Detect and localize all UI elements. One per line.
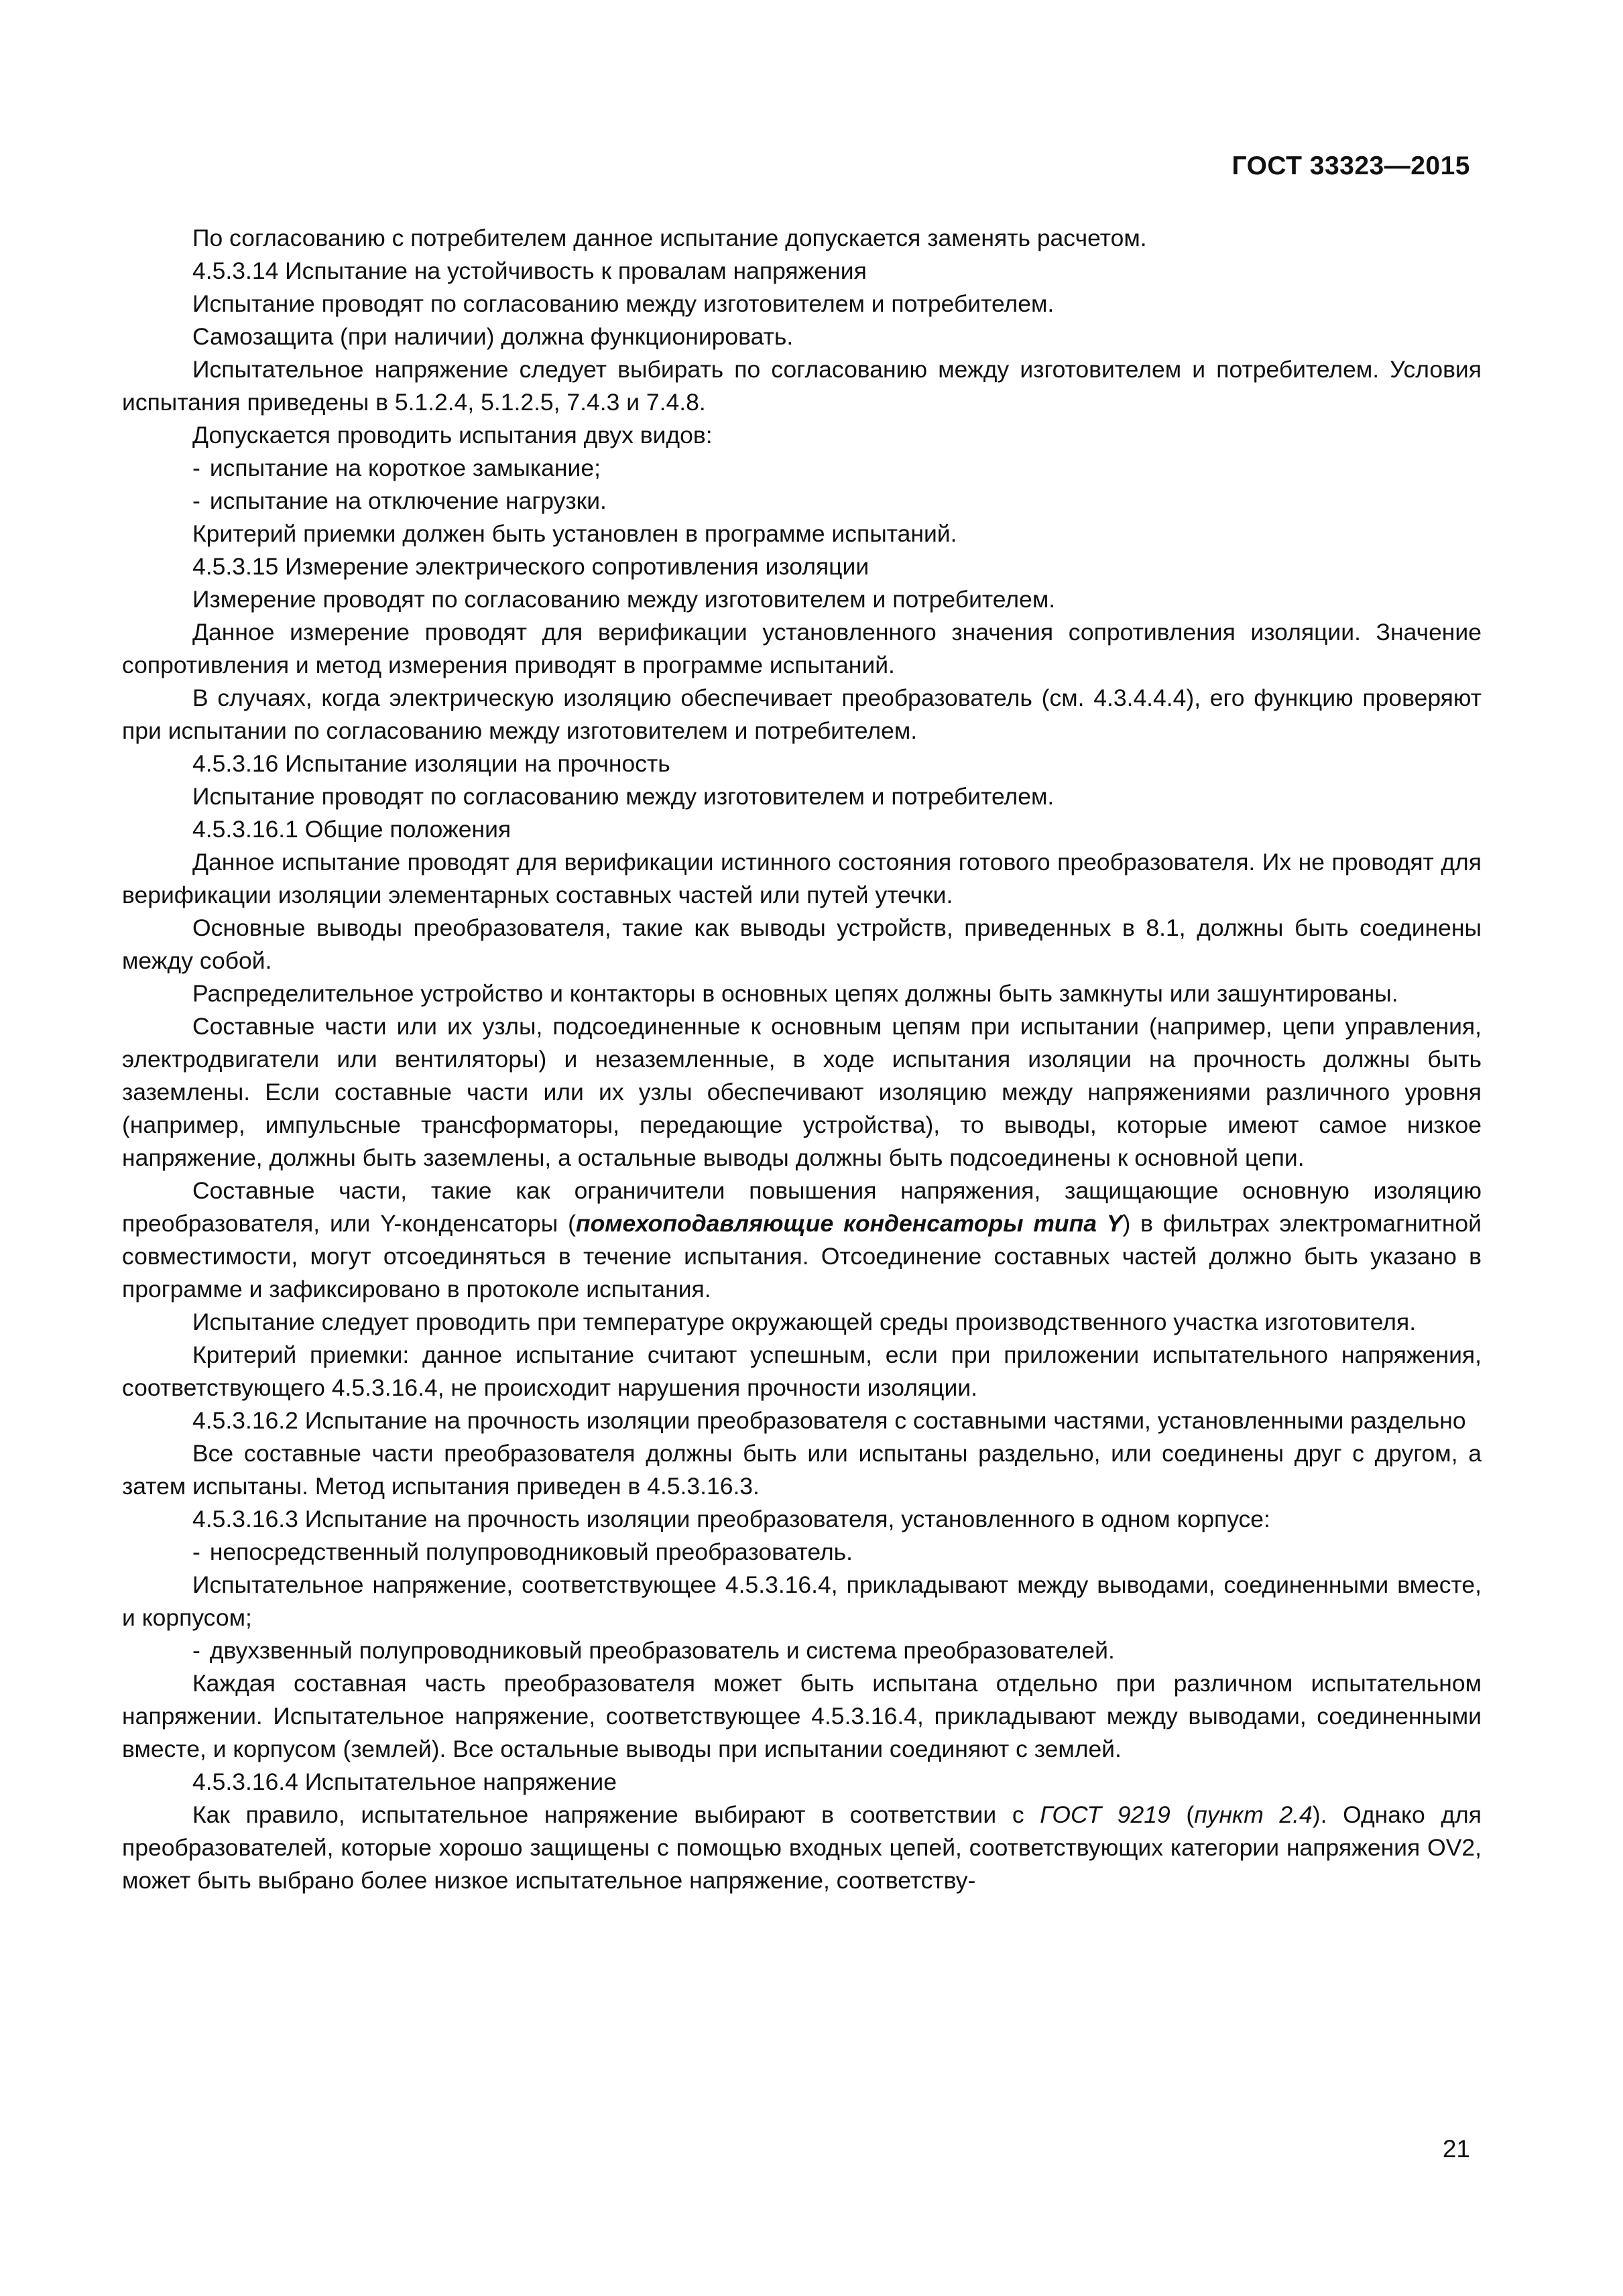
paragraph: Критерий приемки: данное испытание считают успешным, если при приложении испытательного напряжения, соответствующего 4.5.3.16.4, не происходит нарушения прочности изоляции. <box>122 1341 1482 1401</box>
list-item-text: испытание на короткое замыкание; <box>209 455 601 481</box>
paragraph: Испытание проводят по согласованию между изготовителем и потребителем. <box>192 783 1055 810</box>
paragraph <box>122 1799 1482 1897</box>
paragraph: Испытание следует проводить при температуре окружающей среды производственного участка изготовителя. <box>192 1309 1417 1335</box>
list-item-text: непосредственный полупроводниковый преобразователь. <box>209 1538 853 1565</box>
section-heading-4-5-3-16-3: 4.5.3.16.3 Испытание на прочность изоляции преобразователя, установленного в одном корпусе: <box>192 1506 1270 1532</box>
document-body <box>122 222 1482 1897</box>
list-item-text: испытание на отключение нагрузки. <box>209 487 607 514</box>
text-run: ) в фильтрах электромагнитной совместимости, могут отсоединяться в течение испытания. Отсоединение составных частей должно быть указано в программе и зафиксировано в протоколе испытания. <box>122 1210 1482 1303</box>
list-dash: - <box>192 455 200 481</box>
paragraph: Основные выводы преобразователя, такие как выводы устройств, приведенных в 8.1, должны быть соединены между собой. <box>122 914 1482 974</box>
document-code-header: ГОСТ 33323—2015 <box>1231 152 1470 180</box>
standard-reference: ГОСТ 9219 <box>1040 1801 1170 1828</box>
paragraph: Данное испытание проводят для верификации истинного состояния готового преобразователя. Их не проводят для верификации изоляции элементарных составных частей или путей утечки. <box>122 849 1482 908</box>
text-run: ( <box>1170 1801 1195 1828</box>
paragraph: Испытательное напряжение следует выбирать по согласованию между изготовителем и потребителем. Условия испытания приведены в 5.1.2.4, 5.1.2.5, 7.4.3 и 7.4.8. <box>122 356 1482 416</box>
paragraph: Все составные части преобразователя должны быть или испытаны раздельно, или соединены друг с другом, а затем испытаны. Метод испытания приведен в 4.5.3.16.3. <box>122 1440 1482 1500</box>
section-heading-4-5-3-16-4: 4.5.3.16.4 Испытательное напряжение <box>192 1768 617 1795</box>
paragraph: В случаях, когда электрическую изоляцию обеспечивает преобразователь (см. 4.3.4.4.4), его функцию проверяют при испытании по согласованию между изготовителем и потребителем. <box>122 684 1482 744</box>
section-heading-4-5-3-16-1: 4.5.3.16.1 Общие положения <box>192 816 512 843</box>
paragraph: По согласованию с потребителем данное испытание допускается заменять расчетом. <box>192 225 1147 251</box>
paragraph: Испытание проводят по согласованию между изготовителем и потребителем. <box>192 290 1055 317</box>
list-dash: - <box>192 1637 200 1664</box>
list-item-text: двухзвенный полупроводниковый преобразователь и система преобразователей. <box>209 1637 1115 1664</box>
section-heading-4-5-3-14: 4.5.3.14 Испытание на устойчивость к провалам напряжения <box>192 257 867 284</box>
list-dash: - <box>192 487 200 514</box>
text-run: Как правило, испытательное напряжение выбирают в соответствии с <box>192 1801 1040 1828</box>
paragraph: Самозащита (при наличии) должна функционировать. <box>192 323 794 350</box>
section-heading-4-5-3-16: 4.5.3.16 Испытание изоляции на прочность <box>192 750 670 777</box>
paragraph: Каждая составная часть преобразователя может быть испытана отдельно при различном испытательном напряжении. Испытательное напряжение, соответствующее 4.5.3.16.4, прикладывают между выводами, соединенными вместе, и корпусом (землей). Все остальные выводы при испытании соединяют с землей. <box>122 1670 1482 1762</box>
paragraph: Составные части или их узлы, подсоединенные к основным цепям при испытании (например, цепи управления, электродвигатели или вентиляторы) и незаземленные, в ходе испытания изоляции на прочность должны быть заземлены. Если составные части или их узлы обеспечивают изоляцию между напряжениями различного уровня (например, импульсные трансформаторы, передающие устройства), то выводы, которые имеют самое низкое напряжение, должны быть заземлены, а остальные выводы должны быть подсоединены к основной цепи. <box>122 1013 1482 1171</box>
bold-italic-term: помехоподавляющие конденсаторы типа Y <box>575 1210 1123 1237</box>
paragraph: Допускается проводить испытания двух видов: <box>192 422 713 448</box>
paragraph: Испытательное напряжение, соответствующее 4.5.3.16.4, прикладывают между выводами, соединенными вместе, и корпусом; <box>122 1571 1482 1631</box>
paragraph: Распределительное устройство и контакторы в основных цепях должны быть замкнуты или зашунтированы. <box>192 980 1398 1007</box>
list-item <box>122 1536 1482 1569</box>
page-number: 21 <box>1442 2135 1470 2163</box>
paragraph: Критерий приемки должен быть установлен в программе испытаний. <box>192 520 957 547</box>
section-heading-4-5-3-15: 4.5.3.15 Измерение электрического сопротивления изоляции <box>192 553 869 580</box>
list-item <box>122 1634 1482 1667</box>
list-item <box>122 485 1482 518</box>
paragraph: Данное измерение проводят для верификации установленного значения сопротивления изоляции. Значение сопротивления и метод измерения приводят в программе испытаний. <box>122 619 1482 678</box>
section-heading-4-5-3-16-2: 4.5.3.16.2 Испытание на прочность изоляции преобразователя с составными частями, установленными раздельно <box>192 1407 1466 1434</box>
list-dash: - <box>192 1538 200 1565</box>
list-item <box>122 452 1482 485</box>
clause-reference: пункт 2.4 <box>1194 1801 1313 1828</box>
text-run: ). Однако для преобразователей, которые хорошо защищены с помощью входных цепей, соответствующих категории напряжения OV2, может быть выбрано более низкое испытательное напряжение, соответству- <box>122 1801 1482 1894</box>
text-run: Составные части, такие как ограничители повышения напряжения, защищающие основную изоляцию преобразователя, или Y-конденсаторы ( <box>122 1177 1482 1237</box>
paragraph: Измерение проводят по согласованию между изготовителем и потребителем. <box>192 586 1056 613</box>
paragraph <box>122 1174 1482 1306</box>
